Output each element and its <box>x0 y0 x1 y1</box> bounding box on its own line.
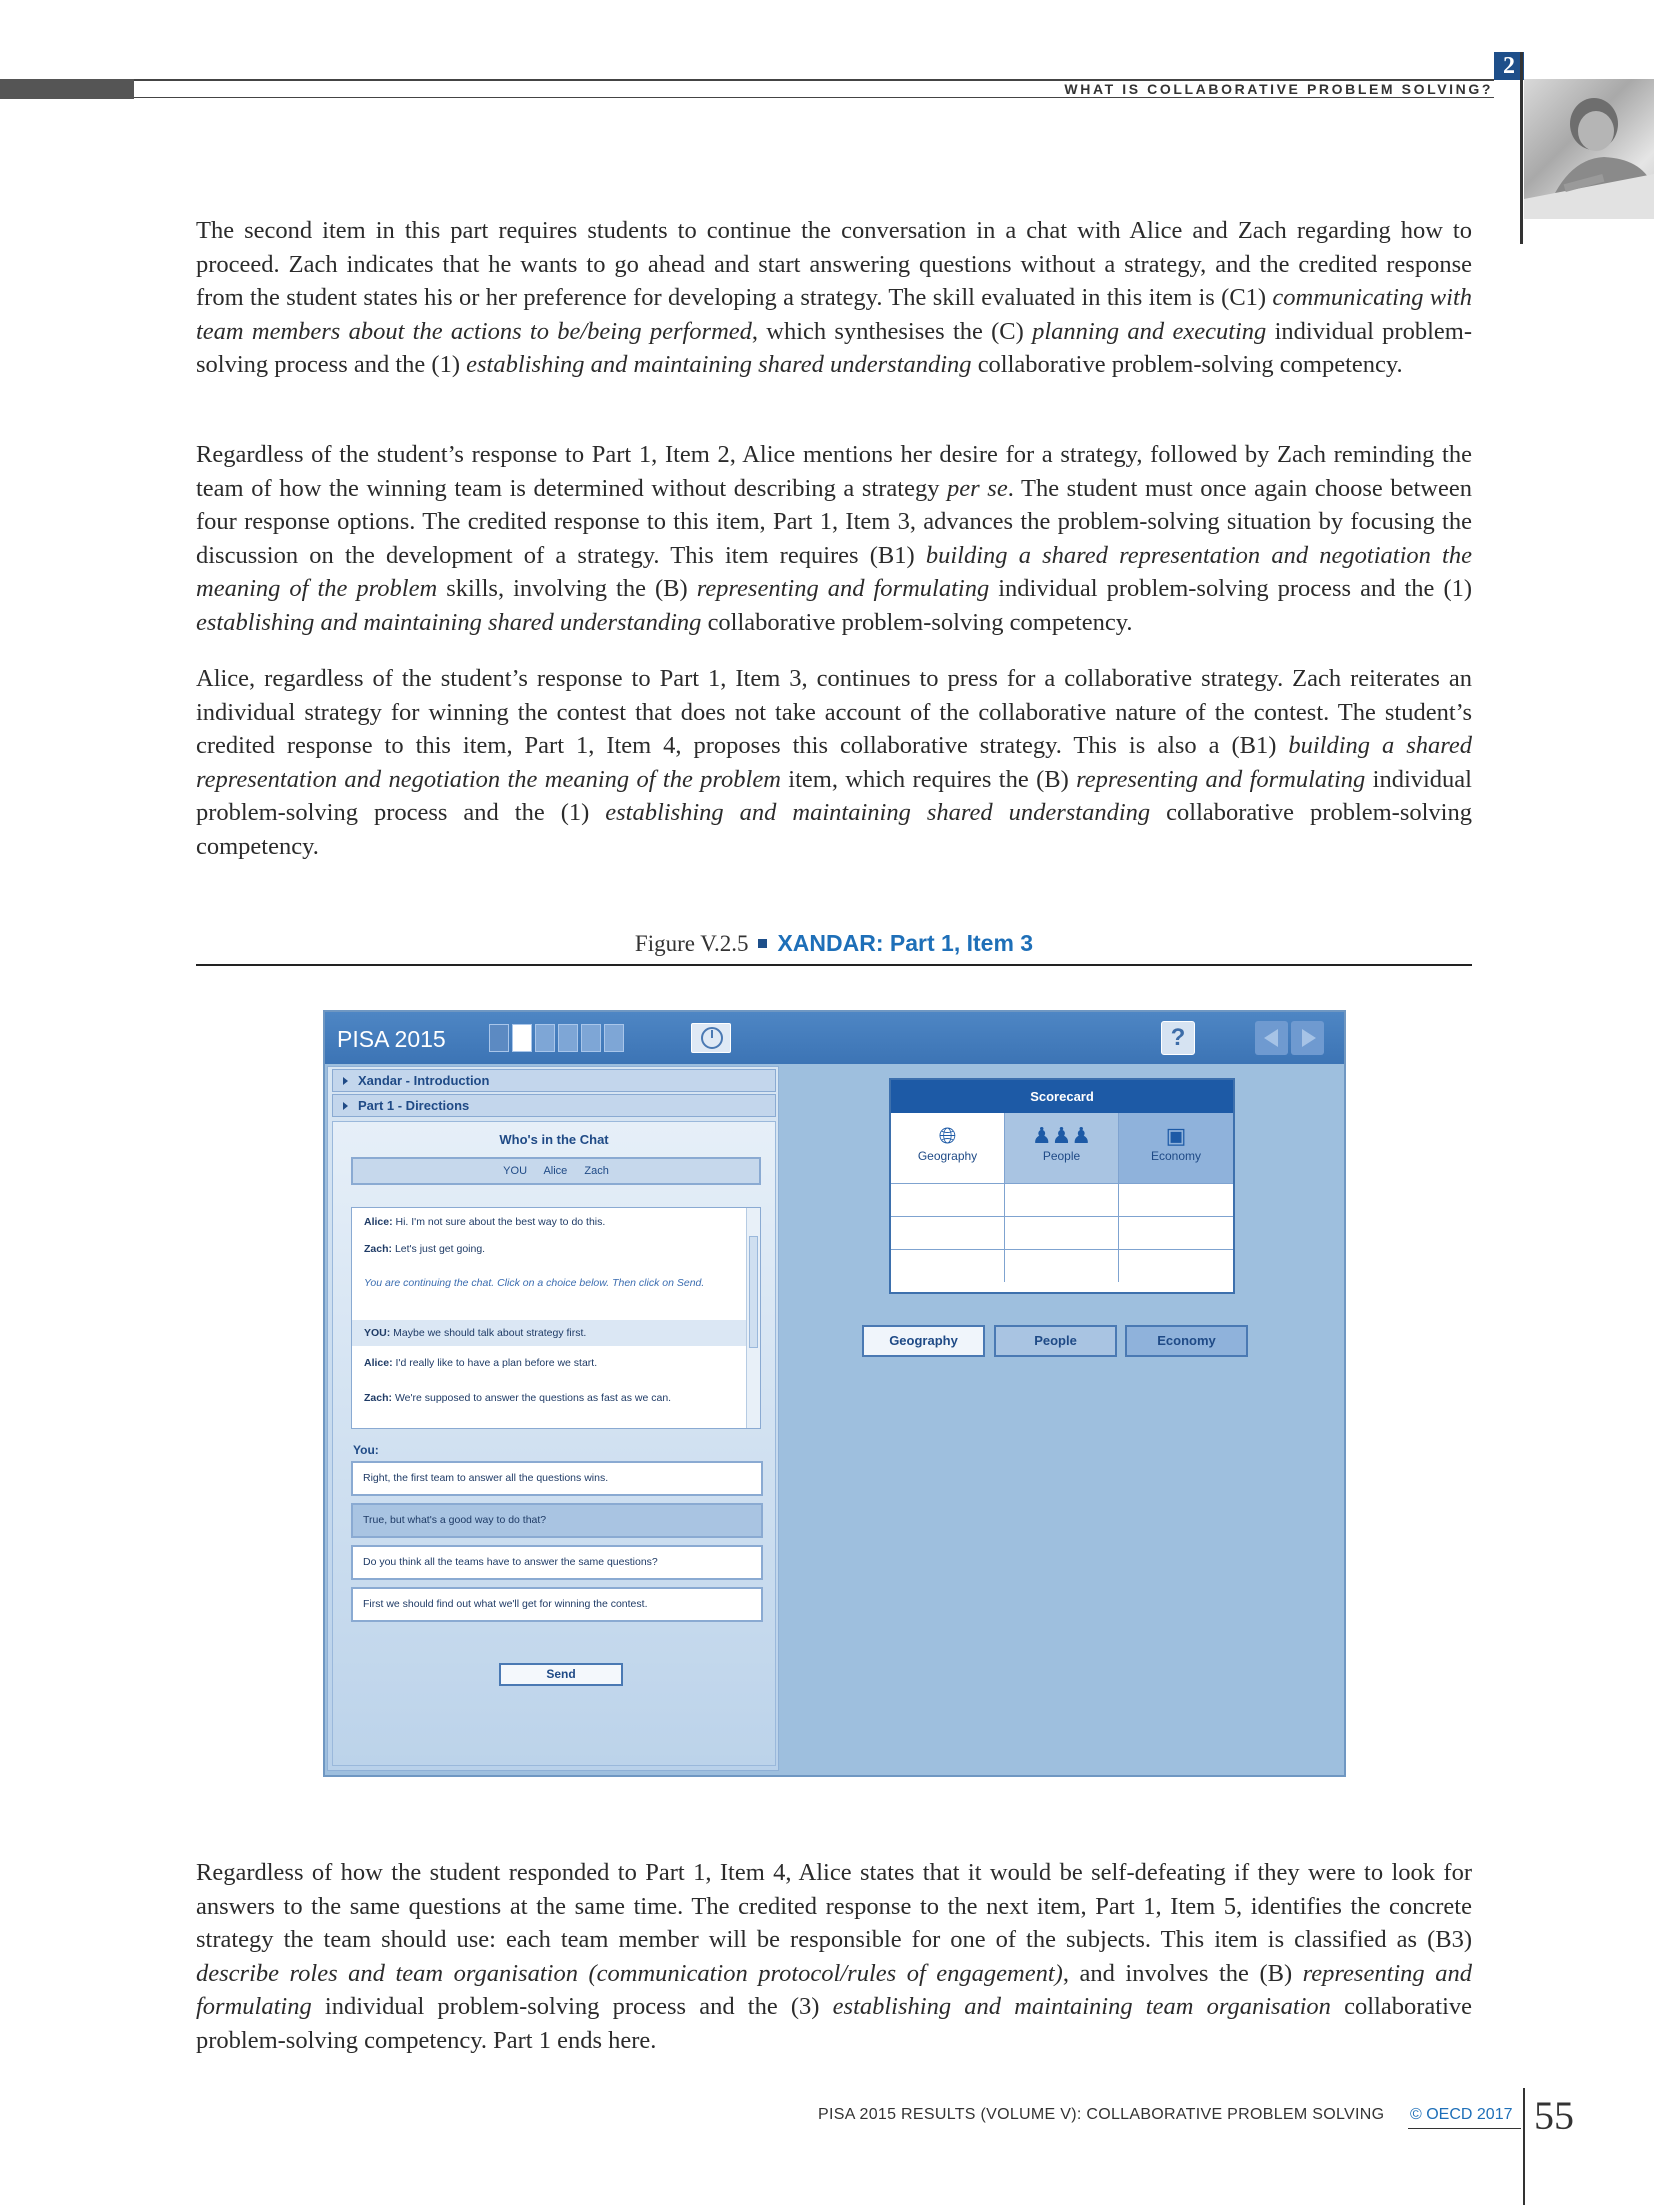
chat-message: Zach: We're supposed to answer the questions as fast as we can. <box>364 1392 672 1404</box>
figure-number: Figure V.2.5 <box>634 931 749 956</box>
scorecard-cell <box>1005 1249 1119 1282</box>
chat-message: Alice: Hi. I'm not sure about the best way to do this. <box>364 1216 606 1228</box>
figure-rule <box>196 964 1472 966</box>
scorecard <box>889 1078 1235 1294</box>
scorecard-cell <box>891 1249 1005 1282</box>
paragraph-4: Regardless of how the student responded to Part 1, Item 4, Alice states that it would be self-defeating if they were to look for answers to the same questions at the same time. The credited response to the next item, Part 1, Item 5, identifies the concrete strategy the team should use: each team member will be responsible for one of the subjects. This item is classified as (B3) describe roles and team organisation (communication protocol/rules of engagement), and involves the (B) representing and formulating individual problem-solving process and the (3) establishing and maintaining team organisation collaborative problem-solving competency. Part 1 ends here. <box>196 1859 1473 2054</box>
chat-participants-title: Who's in the Chat <box>499 1132 609 1147</box>
chat-log <box>351 1207 761 1429</box>
scorecard-cell <box>1119 1249 1233 1282</box>
paragraph-3: Alice, regardless of the student’s response to Part 1, Item 3, continues to press for a collaborative strategy. Zach reiterates an individual strategy for winning the contest that does not take account of the collaborative nature of the contest. The student’s credited response to this item, Part 1, Item 4, proposes this collaborative strategy. This is also a (B1) building a shared representation and negotiation the meaning of the problem item, which requires the (B) representing and formulating individual problem-solving process and the (1) establishing and maintaining shared understanding collaborative problem-solving competency. <box>196 665 1472 860</box>
scorecard-column-economy <box>1119 1113 1233 1183</box>
accordion-introduction[interactable] <box>332 1069 776 1092</box>
chat-message-selected: YOU: Maybe we should talk about strategy first. <box>352 1320 746 1346</box>
header-dark-bar <box>0 79 134 99</box>
student-writing-illustration <box>1524 79 1654 219</box>
clock-icon <box>701 1027 723 1049</box>
running-title: WHAT IS COLLABORATIVE PROBLEM SOLVING? <box>1064 81 1493 97</box>
paragraph-2: Regardless of the student’s response to Part 1, Item 2, Alice mentions her desire for a strategy, followed by Zach reminding the team of how the winning team is determined without describing a strategy per se. The student must once again choose between four response options. The credited response to this item, Part 1, Item 3, advances the problem-solving situation by focusing the discussion on the development of a strategy. This item requires (B1) building a shared representation and negotiation the meaning of the problem skills, involving the (B) representing and formulating individual problem-solving process and the (1) establishing and maintaining shared understanding collaborative problem-solving competency. <box>196 441 1473 636</box>
footer-publication: PISA 2015 RESULTS (VOLUME V): COLLABORATIVE PROBLEM SOLVING <box>818 2106 1385 2123</box>
arrow-right-icon <box>1302 1029 1316 1047</box>
chat-participants: YOU Alice Zach <box>351 1157 761 1185</box>
footer-copyright: © OECD 2017 <box>1410 2106 1513 2123</box>
scorecard-cell <box>891 1216 1005 1249</box>
response-option-selected[interactable]: True, but what's a good way to do that? <box>351 1503 763 1538</box>
accordion-directions[interactable] <box>332 1094 776 1117</box>
scorecard-column-label: Geography <box>917 1149 978 1163</box>
scorecard-title: Scorecard <box>891 1080 1233 1113</box>
help-button[interactable]: ? <box>1161 1021 1195 1055</box>
footer-rule <box>1408 2128 1521 2129</box>
scorecard-cell <box>1119 1216 1233 1249</box>
pisa-app-screenshot <box>323 1010 1346 1777</box>
pisa-logo: PISA 2015 <box>337 1026 446 1052</box>
next-button[interactable] <box>1291 1021 1324 1055</box>
scorecard-cell <box>1119 1183 1233 1216</box>
chat-message: Alice: I'd really like to have a plan before we start. <box>364 1357 598 1369</box>
caption-bullet <box>758 939 767 948</box>
response-option[interactable]: Right, the first team to answer all the questions wins. <box>351 1461 763 1496</box>
scorecard-column-people <box>1005 1113 1119 1183</box>
globe-icon: 🌐︎ <box>938 1123 957 1148</box>
chat-message: Zach: Let's just get going. <box>364 1243 486 1255</box>
geography-button[interactable]: Geography <box>862 1325 985 1357</box>
photo-rule <box>1520 52 1523 244</box>
page-number: 55 <box>1534 2093 1574 2138</box>
chapter-number-badge: 2 <box>1494 52 1524 80</box>
header-rule-bottom <box>134 97 1494 98</box>
scorecard-column-label: People <box>1042 1149 1081 1163</box>
previous-button[interactable] <box>1255 1021 1288 1055</box>
triangle-right-icon <box>343 1102 348 1110</box>
chat-panel <box>327 1066 779 1771</box>
chat-instruction: You are continuing the chat. Click on a choice below. Then click on Send. <box>364 1277 705 1289</box>
accordion-label: Part 1 - Directions <box>358 1098 470 1113</box>
response-option[interactable]: First we should find out what we'll get for winning the contest. <box>351 1587 763 1622</box>
people-button[interactable]: People <box>994 1325 1117 1357</box>
economy-button[interactable]: Economy <box>1125 1325 1248 1357</box>
chapter-photo <box>1524 79 1654 219</box>
progress-step <box>489 1024 509 1052</box>
you-label: You: <box>353 1443 379 1457</box>
progress-step <box>581 1024 601 1052</box>
figure-title: XANDAR: Part 1, Item 3 <box>777 930 1034 956</box>
chat-area <box>332 1121 776 1766</box>
triangle-right-icon <box>343 1077 348 1085</box>
scorecard-column-label: Economy <box>1150 1149 1202 1163</box>
scorecard-cell <box>1005 1216 1119 1249</box>
progress-step <box>535 1024 555 1052</box>
footer-vertical-rule <box>1523 2088 1525 2205</box>
progress-indicator <box>489 1024 624 1052</box>
people-icon: ♟♟♟ <box>1031 1123 1092 1148</box>
arrow-left-icon <box>1264 1029 1278 1047</box>
progress-step <box>604 1024 624 1052</box>
send-button[interactable]: Send <box>499 1663 623 1686</box>
accordion-label: Xandar - Introduction <box>358 1073 490 1088</box>
response-option[interactable]: Do you think all the teams have to answer the same questions? <box>351 1545 763 1580</box>
scorecard-column-geography <box>891 1113 1005 1183</box>
scrollbar-thumb[interactable] <box>749 1236 758 1348</box>
chat-scrollbar[interactable] <box>746 1208 760 1428</box>
scorecard-cell <box>891 1183 1005 1216</box>
paragraph-1: The second item in this part requires students to continue the conversation in a chat with Alice and Zach regarding how to proceed. Zach indicates that he wants to go ahead and start answering questions without a strategy, and the credited response from the student states his or her preference for developing a strategy. The skill evaluated in this item is (C1) communicating with team members about the actions to be/being performed, which synthesises the (C) planning and executing individual problem-solving process and the (1) establishing and maintaining shared understanding collaborative problem-solving competency. <box>196 217 1472 378</box>
timer-button[interactable] <box>691 1023 731 1053</box>
scorecard-cell <box>1005 1183 1119 1216</box>
progress-step <box>558 1024 578 1052</box>
money-icon: ▣ <box>1165 1123 1187 1148</box>
progress-step-current <box>512 1024 532 1052</box>
figure-caption <box>196 928 1472 959</box>
app-toolbar <box>325 1012 1344 1064</box>
